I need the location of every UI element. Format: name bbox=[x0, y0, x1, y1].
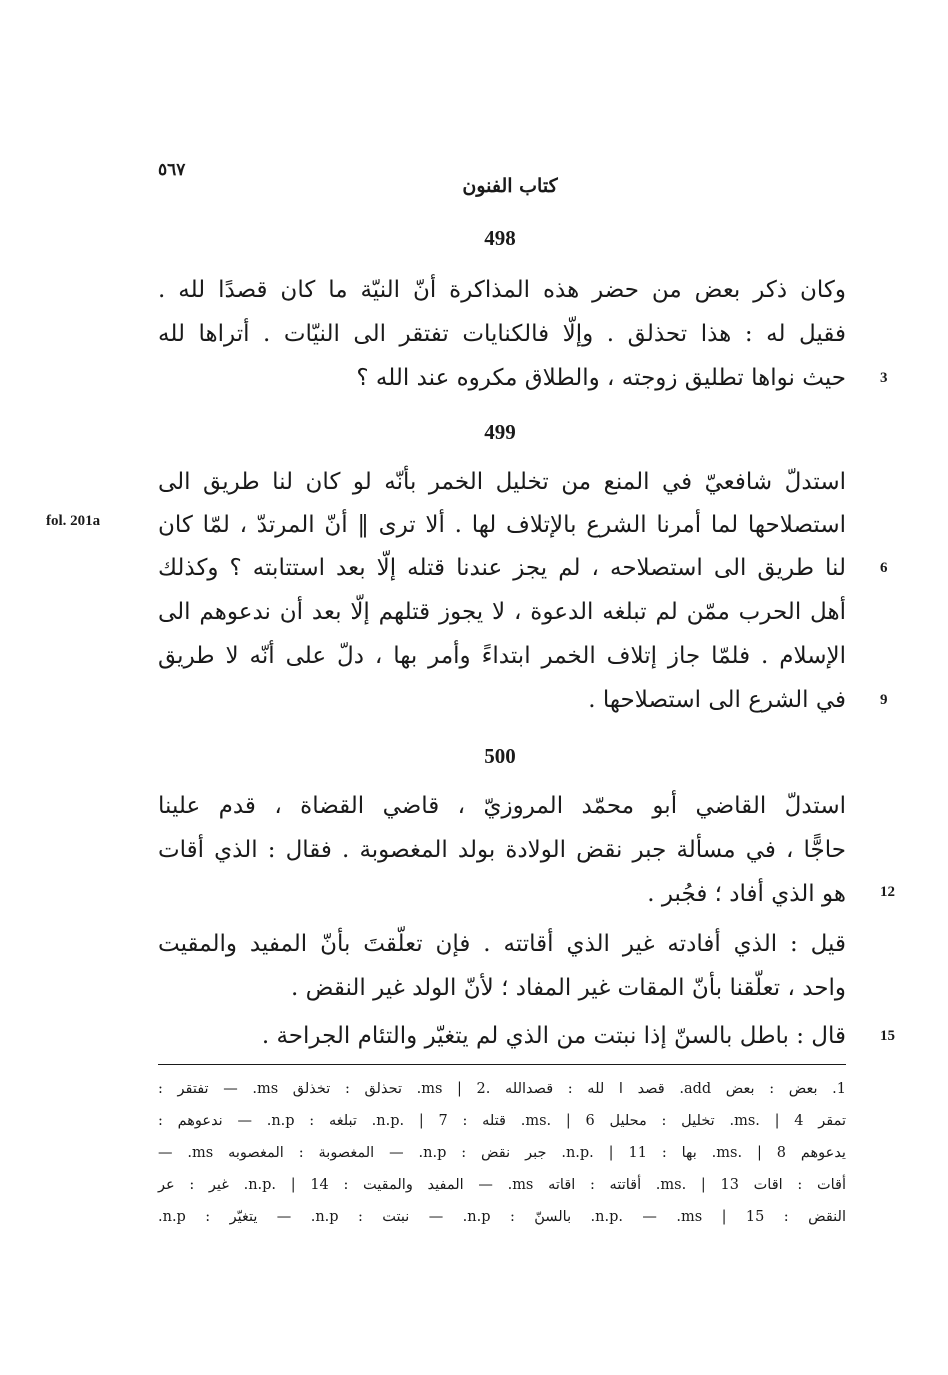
section-number-500: 500 bbox=[484, 744, 516, 768]
text-line: استدلّ شافعيّ في المنع من تخليل الخمر بأنّه لو كان لنا طريق الى bbox=[158, 469, 846, 495]
text-line: قال : باطل بالسنّ إذا نبتت من الذي لم يتغيّر والتئام الجراحة . bbox=[261, 1023, 846, 1049]
text-line: الإسلام . فلمّا جاز إتلاف الخمر ابتداءً وأمر بها ، دلّ على أنّه لا طريق bbox=[158, 643, 846, 669]
text-line: فقيل له : هذا تحذلق . وإلّا فالكنايات تفتقر الى النيّات . أتراها لله bbox=[158, 321, 846, 347]
page-number: ٥٦٧ bbox=[158, 160, 186, 180]
text-line: واحد ، تعلّقنا بأنّ المقات غير المفاد ؛ لأنّ الولد غير النقض . bbox=[291, 975, 846, 1001]
footnote-line: 1. بعض : بعض add. قصد ا لله : قصدالله .ms | 2. تحذلق : تخذلق ms. — تفتقر : bbox=[158, 1081, 846, 1097]
folio-margin-note: fol. 201a bbox=[46, 513, 101, 529]
text-line: لنا طريق الى استصلاحه ، لم يجز عندنا قتله إلّا بعد استتابته ؟ وكذلك bbox=[158, 555, 846, 581]
line-number: 9 bbox=[880, 692, 888, 708]
footnote-divider bbox=[158, 1064, 846, 1065]
text-line: استصلاحها لما أمرنا الشرع بالإتلاف لها . ألا ترى ‖ أنّ المرتدّ ، لمّا كان bbox=[158, 512, 846, 538]
footnote-line: أقات : اقات ms. | 13. أقاتته : اقاته ms. — المفيد والمقيت : n.p. | 14. غير : عر bbox=[158, 1177, 846, 1193]
line-number: 15 bbox=[880, 1028, 895, 1044]
line-number: 6 bbox=[880, 560, 888, 576]
line-number: 12 bbox=[880, 884, 895, 900]
text-line: هو الذي أفاد ؛ فجُبر . bbox=[647, 881, 846, 907]
footnote-line: يدعوهم ms. | 8. بها : n.p. | 11. جبر نقض : n.p. — المغصوبة : المغصوبه ms. — bbox=[158, 1145, 846, 1161]
text-line: أهل الحرب ممّن لم تبلغه الدعوة ، لا يجوز قتلهم إلّا بعد أن ندعوهم الى bbox=[158, 599, 846, 625]
section-number-499: 499 bbox=[484, 420, 516, 444]
running-title: كتاب الفنون bbox=[462, 175, 558, 197]
footnote-line: تمقر ms. | 4. تخليل : محليل ms. | 6. قتله : n.p. | 7. تبلغه : n.p. — ندعوهم : bbox=[158, 1113, 846, 1129]
text-line: استدلّ القاضي أبو محمّد المروزيّ ، قاضي القضاة ، قدم علينا bbox=[158, 793, 846, 819]
text-line: حيث نواها تطليق زوجته ، والطلاق مكروه عند الله ؟ bbox=[356, 365, 846, 391]
footnote-line: النقض : n.p. — .ms | 15. بالسنّ : n.p. — نبتت : n.p. — يتغيّر : n.p. bbox=[158, 1209, 847, 1225]
text-line: حاجًّا ، في مسألة جبر نقض الولادة بولد المغصوبة . فقال : الذي أقات bbox=[158, 837, 846, 863]
text-line: في الشرع الى استصلاحها . bbox=[588, 687, 846, 713]
line-number: 3 bbox=[880, 370, 888, 386]
text-line: قيل : الذي أفادته غير الذي أقاتته . فإن تعلّقتَ بأنّ المفيد والمقيت bbox=[158, 931, 846, 957]
section-number-498: 498 bbox=[484, 226, 516, 250]
text-line: وكان ذكر بعض من حضر هذه المذاكرة أنّ النيّة ما كان قصدًا لله . bbox=[158, 277, 846, 303]
